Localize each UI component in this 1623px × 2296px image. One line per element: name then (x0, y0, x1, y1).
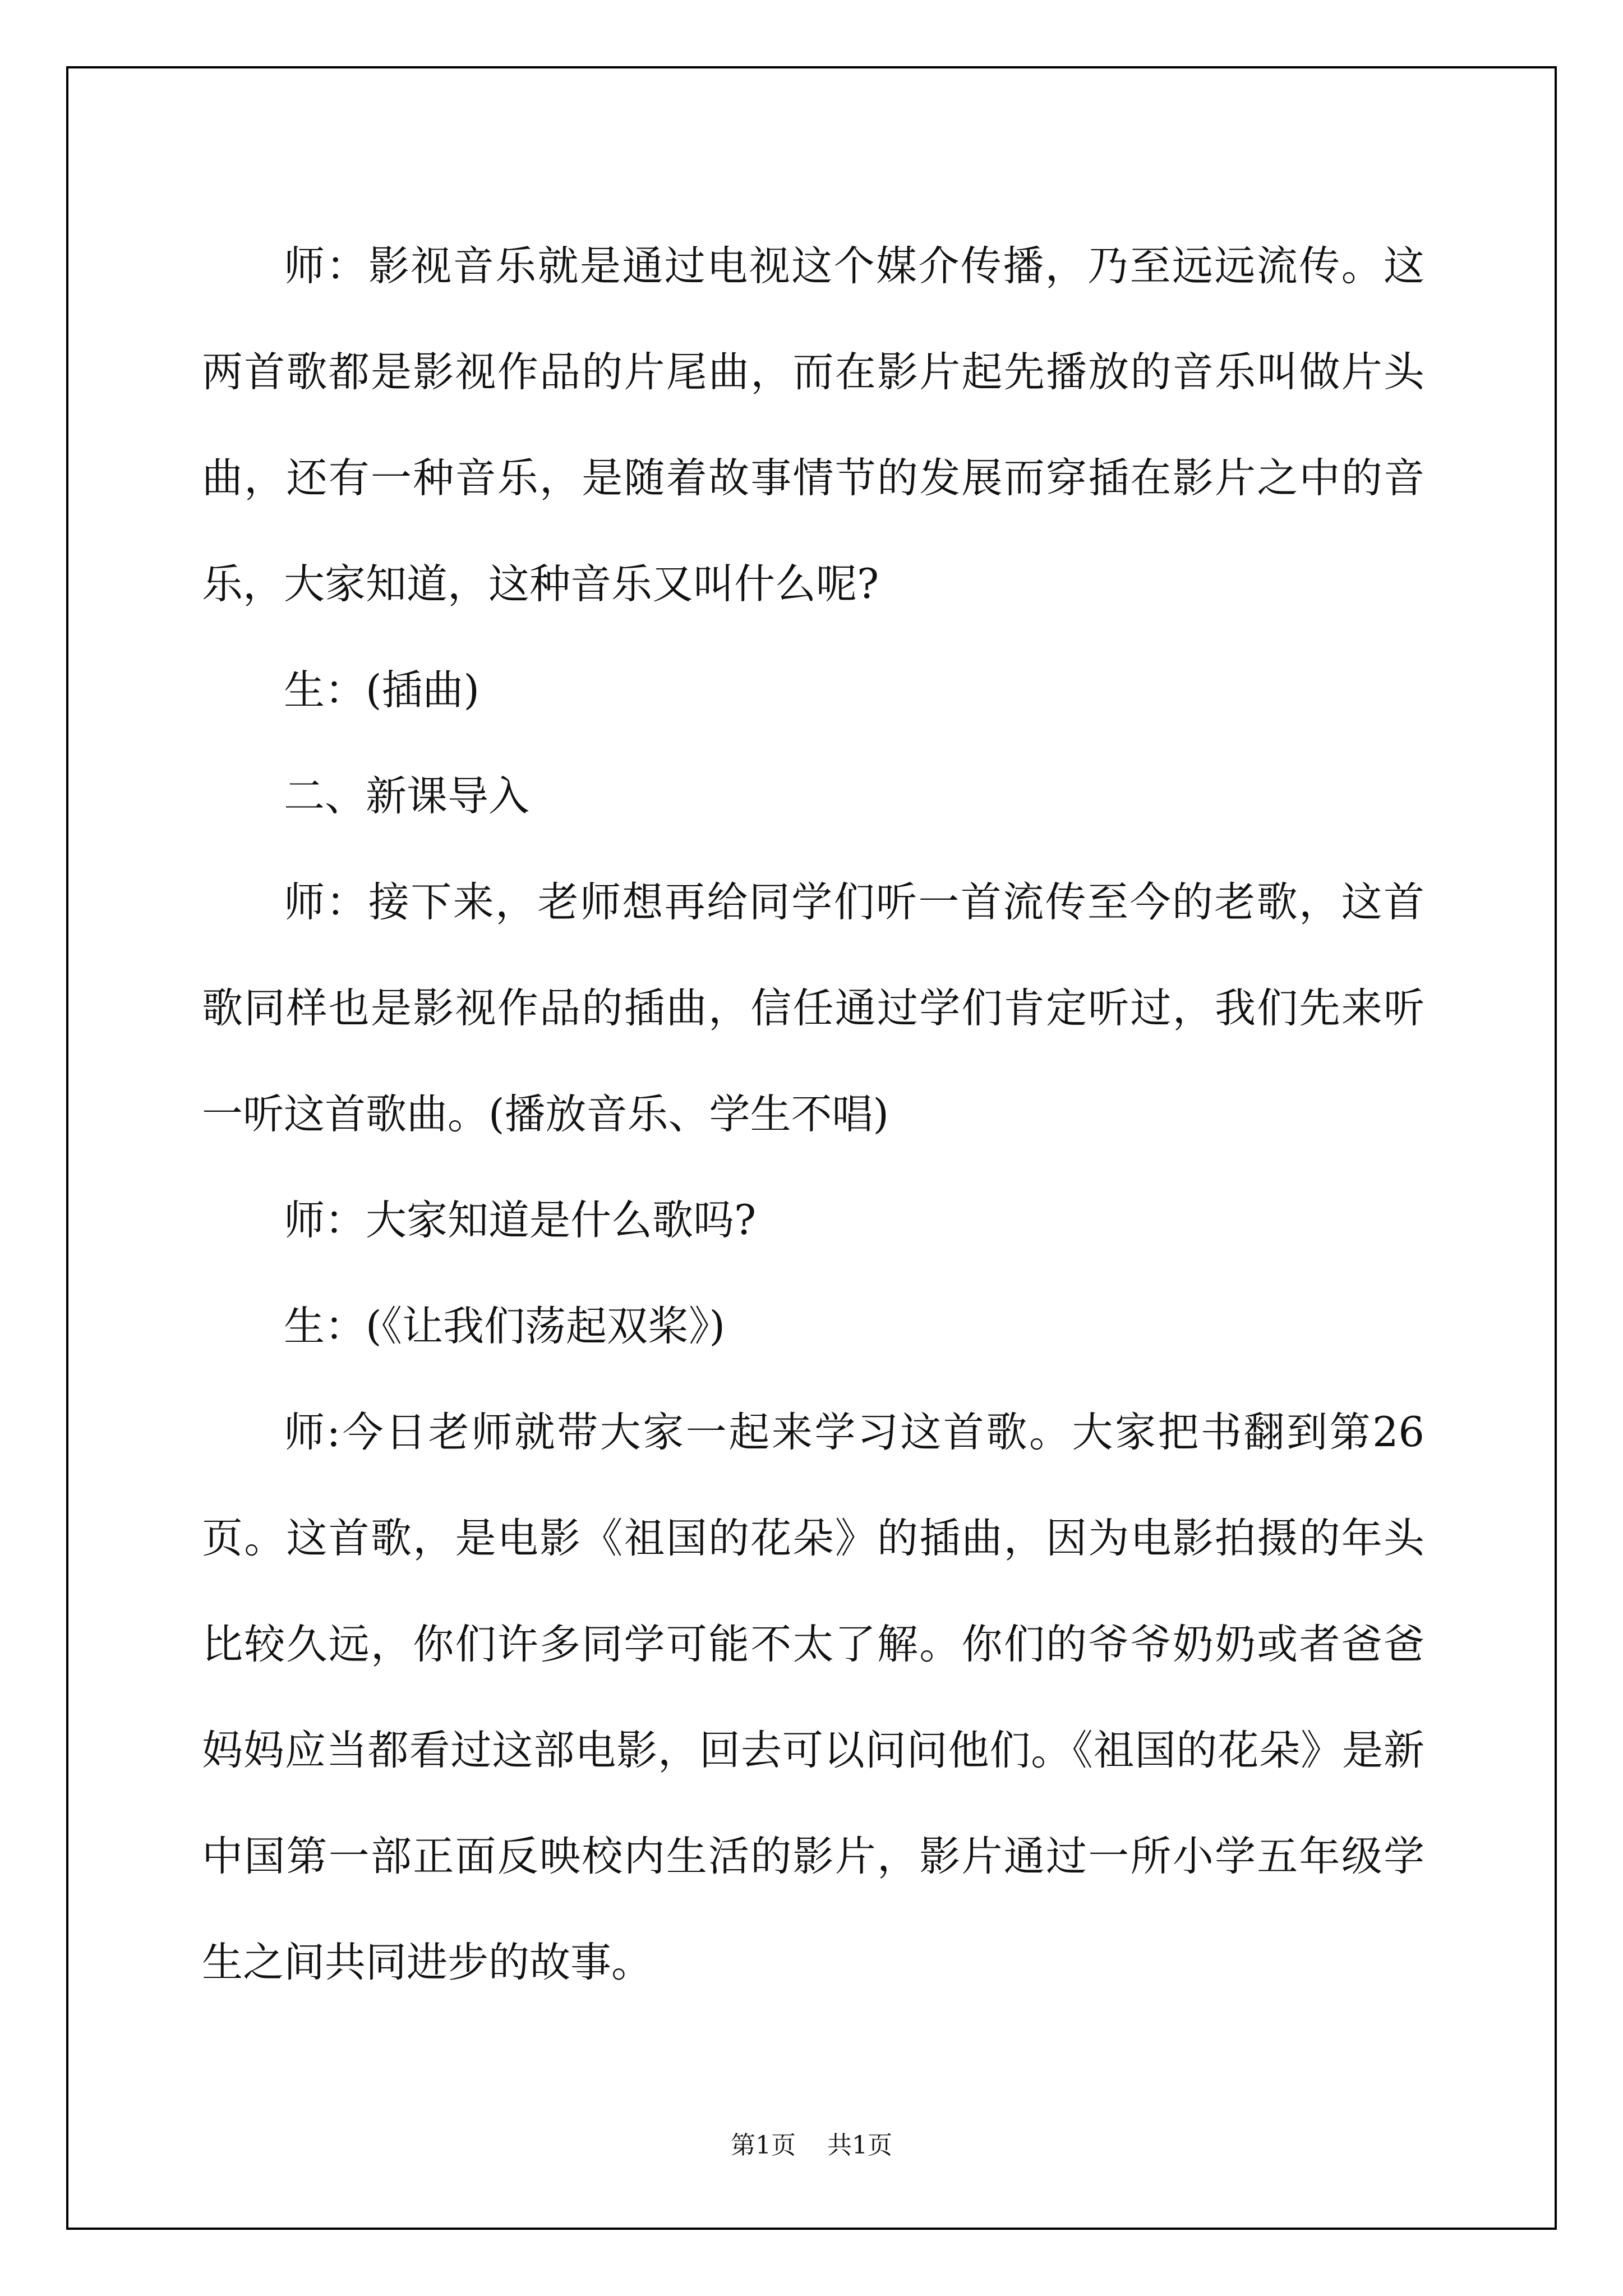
paragraph-4: 师：大家知道是什么歌吗? (284, 1197, 757, 1244)
paragraph-5: 生：(《让我们荡起双桨》) (284, 1303, 725, 1350)
paragraph-6: 师:今日老师就带大家一起来学习这首歌。大家把书翻到第26页。这首歌，是电影《祖国的花朵》的插曲，因为电影拍摄的年头比较久远，你们许多同学可能不太了解。你们的爷爷奶奶或者爸爸妈妈应当都看过这部电影，回去可以问问他们。《祖国的花朵》是新中国第一部正面反映校内生活的影片，影片通过一所小学五年级学生之间共同进步的故事。 (202, 1409, 1424, 1986)
page-total: 共1页 (827, 2131, 892, 2160)
paragraph-3: 师：接下来，老师想再给同学们听一首流传至今的老歌，这首歌同样也是影视作品的插曲，信任通过学们肯定听过，我们先来听一听这首歌曲。(播放音乐、学生不唱) (202, 878, 1424, 1138)
page-footer (0, 2125, 1623, 2161)
document-body (202, 213, 1424, 2016)
paragraph-1: 师：影视音乐就是通过电视这个媒介传播，乃至远远流传。这两首歌都是影视作品的片尾曲，而在影片起先播放的音乐叫做片头曲，还有一种音乐，是随着故事情节的发展而穿插在影片之中的音乐，大家知道，这种音乐又叫什么呢? (202, 242, 1424, 608)
section-heading: 二、新课导入 (284, 772, 529, 820)
page-number: 第1页 (731, 2131, 796, 2160)
paragraph-2: 生：(插曲) (284, 666, 479, 714)
